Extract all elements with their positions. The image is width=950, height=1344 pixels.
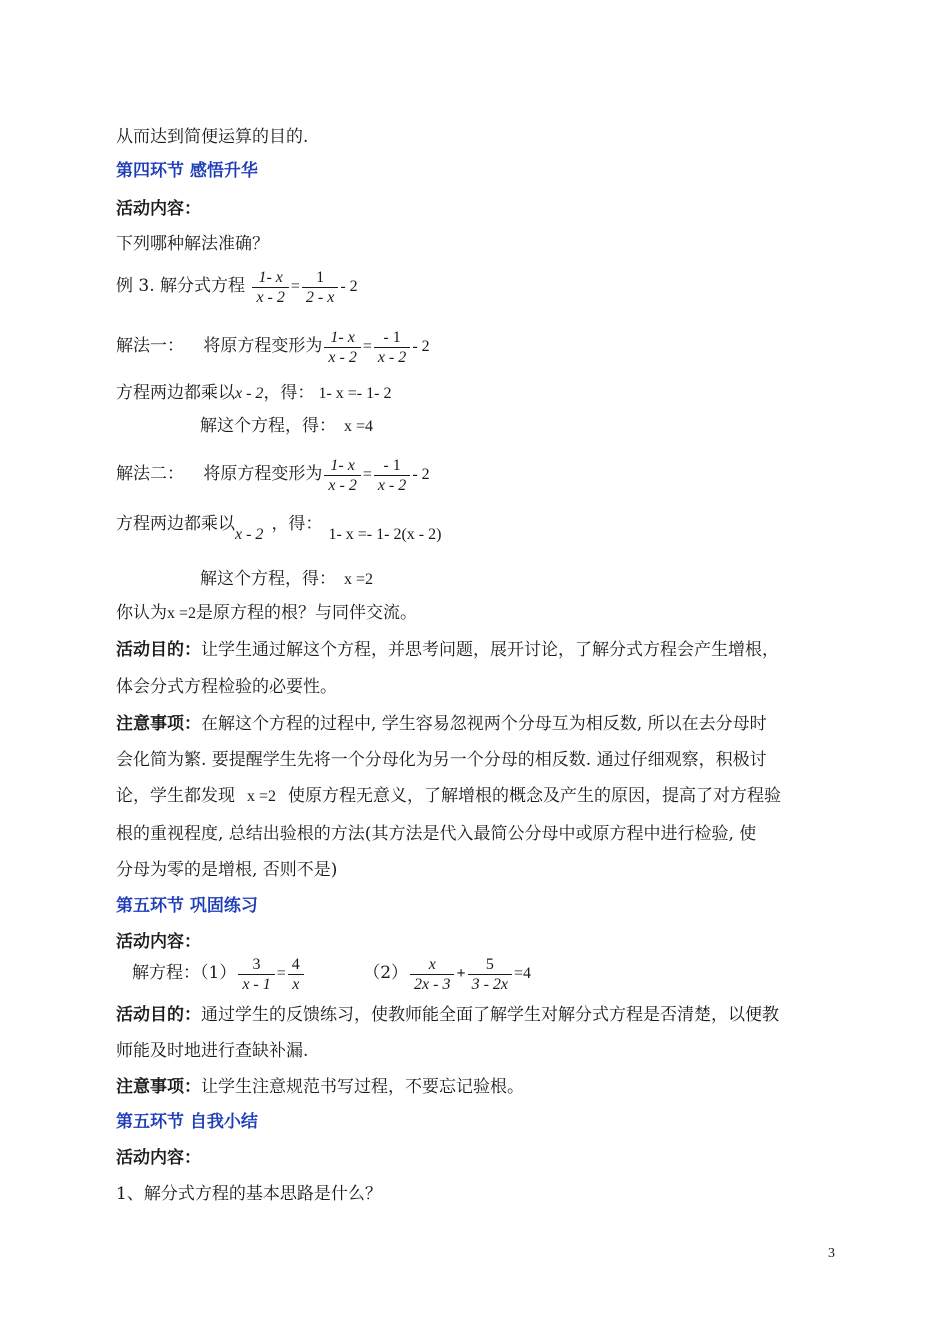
intro-line: 从而达到简便运算的目的. bbox=[116, 127, 309, 147]
notes-1: 注意事项：在解这个方程的过程中, 学生容易忽视两个分母互为相反数, 所以在去分母时 bbox=[116, 714, 767, 734]
method-2-solve: 解这个方程，得： x =2 bbox=[200, 569, 374, 589]
fraction: $\frac{1- x}{x - 2}$ bbox=[252, 268, 288, 307]
method-2-equation: $\frac{1- x}{x - 2}$ = $\frac{- 1}{x - 2}$ - 2 bbox=[322, 466, 429, 483]
section-title-4: 第四环节 感悟升华 bbox=[116, 161, 258, 181]
method-2-label: 解法二： bbox=[116, 464, 184, 485]
purpose-1-cont: 体会分式方程检验的必要性。 bbox=[116, 677, 337, 697]
activity-label: 活动内容： bbox=[116, 199, 201, 219]
exercise-2-equation: $\frac{x}{2x - 3}$ + $\frac{5}{3 - 2x}$ =4 bbox=[408, 965, 531, 982]
method-1-equation: $\frac{1- x}{x - 2}$ = $\frac{- 1}{x - 2}$ - 2 bbox=[322, 338, 429, 355]
example-3-prefix: 例 3. 解分式方程 bbox=[116, 276, 246, 297]
example-3 bbox=[116, 268, 358, 307]
notes-1-line5: 分母为零的是增根, 否则不是) bbox=[116, 860, 338, 880]
notes-2: 注意事项：让学生注意规范书写过程，不要忘记验根。 bbox=[116, 1077, 524, 1097]
question-line: 下列哪种解法准确？ bbox=[116, 234, 269, 254]
notes-1-line4: 根的重视程度, 总结出验根的方法(其方法是代入最简公分母中或原方程中进行检验, 使 bbox=[116, 824, 757, 844]
example-3-equation: $\frac{1- x}{x - 2}$ = $\frac{1}{2 - x}$ - 2 bbox=[250, 278, 357, 295]
method-1 bbox=[116, 328, 430, 367]
notes-1-line3: 论，学生都发现 x =2 使原方程无意义，了解增根的概念及产生的原因，提高了对方程验 bbox=[116, 786, 782, 806]
section-title-5a: 第五环节 巩固练习 bbox=[116, 896, 258, 916]
notes-1-line2: 会化简为繁. 要提醒学生先将一个分母化为另一个分母的相反数. 通过仔细观察，积极讨 bbox=[116, 750, 767, 770]
method-1-solve: 解这个方程，得： x =4 bbox=[200, 416, 374, 436]
question-2: 你认为x =2是原方程的根？与同伴交流。 bbox=[116, 603, 418, 623]
purpose-2-cont: 师能及时地进行查缺补漏. bbox=[116, 1041, 309, 1061]
activity-label: 活动内容： bbox=[116, 1148, 201, 1168]
purpose-2: 活动目的：通过学生的反馈练习，使教师能全面了解学生对解分式方程是否清楚，以便教 bbox=[116, 1005, 779, 1025]
method-2 bbox=[116, 456, 430, 495]
exercise-1-equation: $\frac{3}{x - 1}$ = $\frac{4}{x}$ bbox=[236, 965, 305, 982]
summary-item-1: 1、解分式方程的基本思路是什么？ bbox=[116, 1184, 382, 1204]
method-1-label: 解法一： bbox=[116, 336, 184, 357]
fraction: $\frac{1}{2 - x}$ bbox=[302, 268, 338, 307]
exercise: 解方程：（1） $\frac{3}{x - 1}$ = $\frac{4}{x}$ （2） $\frac{x}{2x - 3}$ + $\frac{5}{3 - 2x}$ =4 bbox=[132, 956, 532, 993]
page-number: 3 bbox=[828, 1246, 835, 1261]
section-title-5b: 第五环节 自我小结 bbox=[116, 1112, 258, 1132]
method-2-text: 将原方程变形为 bbox=[203, 464, 323, 485]
method-1-multiply: 方程两边都乘以x - 2，得： 1- x =- 1- 2 bbox=[116, 383, 392, 403]
method-2-multiply: 方程两边都乘以x - 2，得：1- x =- 1- 2(x - 2) bbox=[116, 514, 442, 543]
method-1-text: 将原方程变形为 bbox=[203, 336, 323, 357]
activity-label: 活动内容： bbox=[116, 932, 201, 952]
purpose-1: 活动目的：让学生通过解这个方程，并思考问题，展开讨论，了解分式方程会产生增根， bbox=[116, 640, 779, 660]
